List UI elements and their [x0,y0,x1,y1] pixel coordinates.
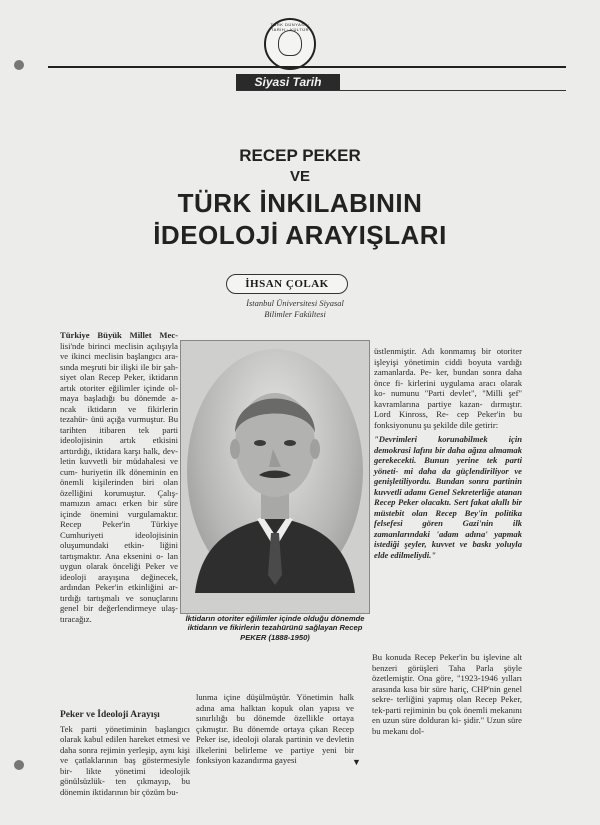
lead-in: Türkiye Büyük Millet Mec- [60,330,178,340]
section-rule [236,90,566,91]
left-column [60,330,178,624]
right-column [374,346,522,560]
logo-label: TÜRK DÜNYASI · TARİH · KÜLTÜR [270,22,310,32]
author-name: İHSAN ÇOLAK [226,274,348,294]
left-bottom-column [60,710,190,797]
title-line-1: RECEP PEKER [239,146,361,165]
portrait-photo [180,340,370,614]
left-bottom-body: Tek parti yönetiminin başlangıcı olarak kabul edilen hareket etmesi ve daha sonra rejimin yerleşip, aynı kişi ve çatlaklarının baş göstermesiyle bir- likte yönetimi ideolojik gönülsüzlük- ten çıkmayıp, bu dönemin iktidarının bir çözüm bu- [60,723,190,797]
logo-emblem-icon [278,30,302,56]
affiliation-line: Bilimler Fakültesi [264,309,326,319]
middle-column-body: lunma içine düşülmüştür. Yönetimin halk adına ama halktan kopuk olan yapısı ve sınırlılığı bu dönemde özellikle ortaya çıkmıştır. Bu dönemde ortaya çıkan Recep Peker ise, ideoloji olarak partinin ve devletin ilkelerini belirleme ve partiye yeni bir fonksiyon kazandırma gayesi [196,692,354,765]
right-column-body: üstlenmiştir. Adı konmamış bir otoriter işleyişi yönetimin ciddi boyuta vardığı zamanlarda. Pe- ker, bundan sonra daha önce fi- kirlerini uygulama aracı olarak ko- numunu "Parti devlet", "Milli şef" kavramlarına partiye kazan- dırmıştır. Lord Kinross, Re- cep Peker'in bu fonksiyonunu şu şekilde dile getirir: [374,346,522,430]
header-rule [48,66,566,68]
magazine-logo [264,18,316,70]
punch-hole [14,760,24,770]
title-line-4: İDEOLOJİ ARAYIŞLARI [153,220,447,250]
author-affiliation [230,298,360,320]
title-line-3: TÜRK İNKILABININ [177,188,423,218]
punch-hole [14,60,24,70]
middle-column [196,692,354,766]
photo-caption: İktidarın otoriter eğilimler içinde olduğu dönemde iktidarın ve fikirlerin tezahürünü sağlayan Recep PEKER (1888-1950) [185,614,365,642]
section-subhead: Peker ve İdeoloji Arayışı [60,710,160,720]
right-bottom-body: Bu konuda Recep Peker'in bu işlevine alt benzeri görüşleri Taha Parla şöyle özetlemiştir. Ona göre, "1923-1946 yılları arasında kısa bir süre hariç, CHP'nin genel sekre- terliğini yapmış olan Recep Peker, tek-parti rejiminin bu çok önemli mekanını en uzun süre dolduran ki- şidir." Uzun süre bu mekanı dol- [372,652,522,736]
section-label: Siyasi Tarih [236,74,340,90]
continue-arrow-icon: ▼ [352,757,361,767]
right-bottom-column [372,652,522,736]
portrait-vignette [187,349,363,593]
portrait-figure-icon [187,349,363,593]
title-line-2: VE [289,168,310,185]
affiliation-line: İstanbul Üniversitesi Siyasal [246,298,344,308]
kinross-quote: "Devrimleri korunabilmek için demokrasi lafını bir daha ağıza almamak gerekecekti. Bunun yerine tek parti yöneti- mi daha da güçlendiriliyor ve genişletiliyordu. Bundan sonra partinin kuvvetli adamı Genel Sekreterliğe atanan Recep Peker olacaktı. Sert fakat akıllı bir müstebit olan Recep Bey'in politika felsefesi gören Gazi'nin ilk zamanlarındaki 'adam adına' yapmak istediği şeyler, kuvvet ve baskı yoluyla elde edilmeliydi." [374,434,522,560]
left-column-body: lisi'nde birinci meclisin açılışıyla ve ikinci meclisin başlangıcı ara- sında meşruti bir ilişki ile bir şah- siyet olan Recep Peker, iktidarın artık otoriter eğilimler içinde ol- maya başladığı bu dönemde a- ncak iktidarın ve fikirlerin tezahür- ünü açığa vurmuştur. Bu tarihten itibaren tek parti ideolojisinin artık etkisini arttırdığı, iktidara karşı halk, dev- letin kuvvetli bir müdahalesi ve cum- huriyetin ilk döneminin en önemli kişilerinden biri olan özelliğini korumuştur. Çalış- mamızın amacı erken bir süre içinde önemini vurgulamaktır. Recep Peker'in Türkiye Cumhuriyeti ideolojisinin oluşumundaki etkin- liğini tartışmaktır. Ana eksenini o- lan uygun olarak önceliği Peker ve ideoloji arayışına değinecek, ardından Peker'in etkinliğini ar- tırdığı tartışmalı ve sonuçlarını genel bir değerlendirmeye ulaş- tıracağız. [60,340,178,624]
